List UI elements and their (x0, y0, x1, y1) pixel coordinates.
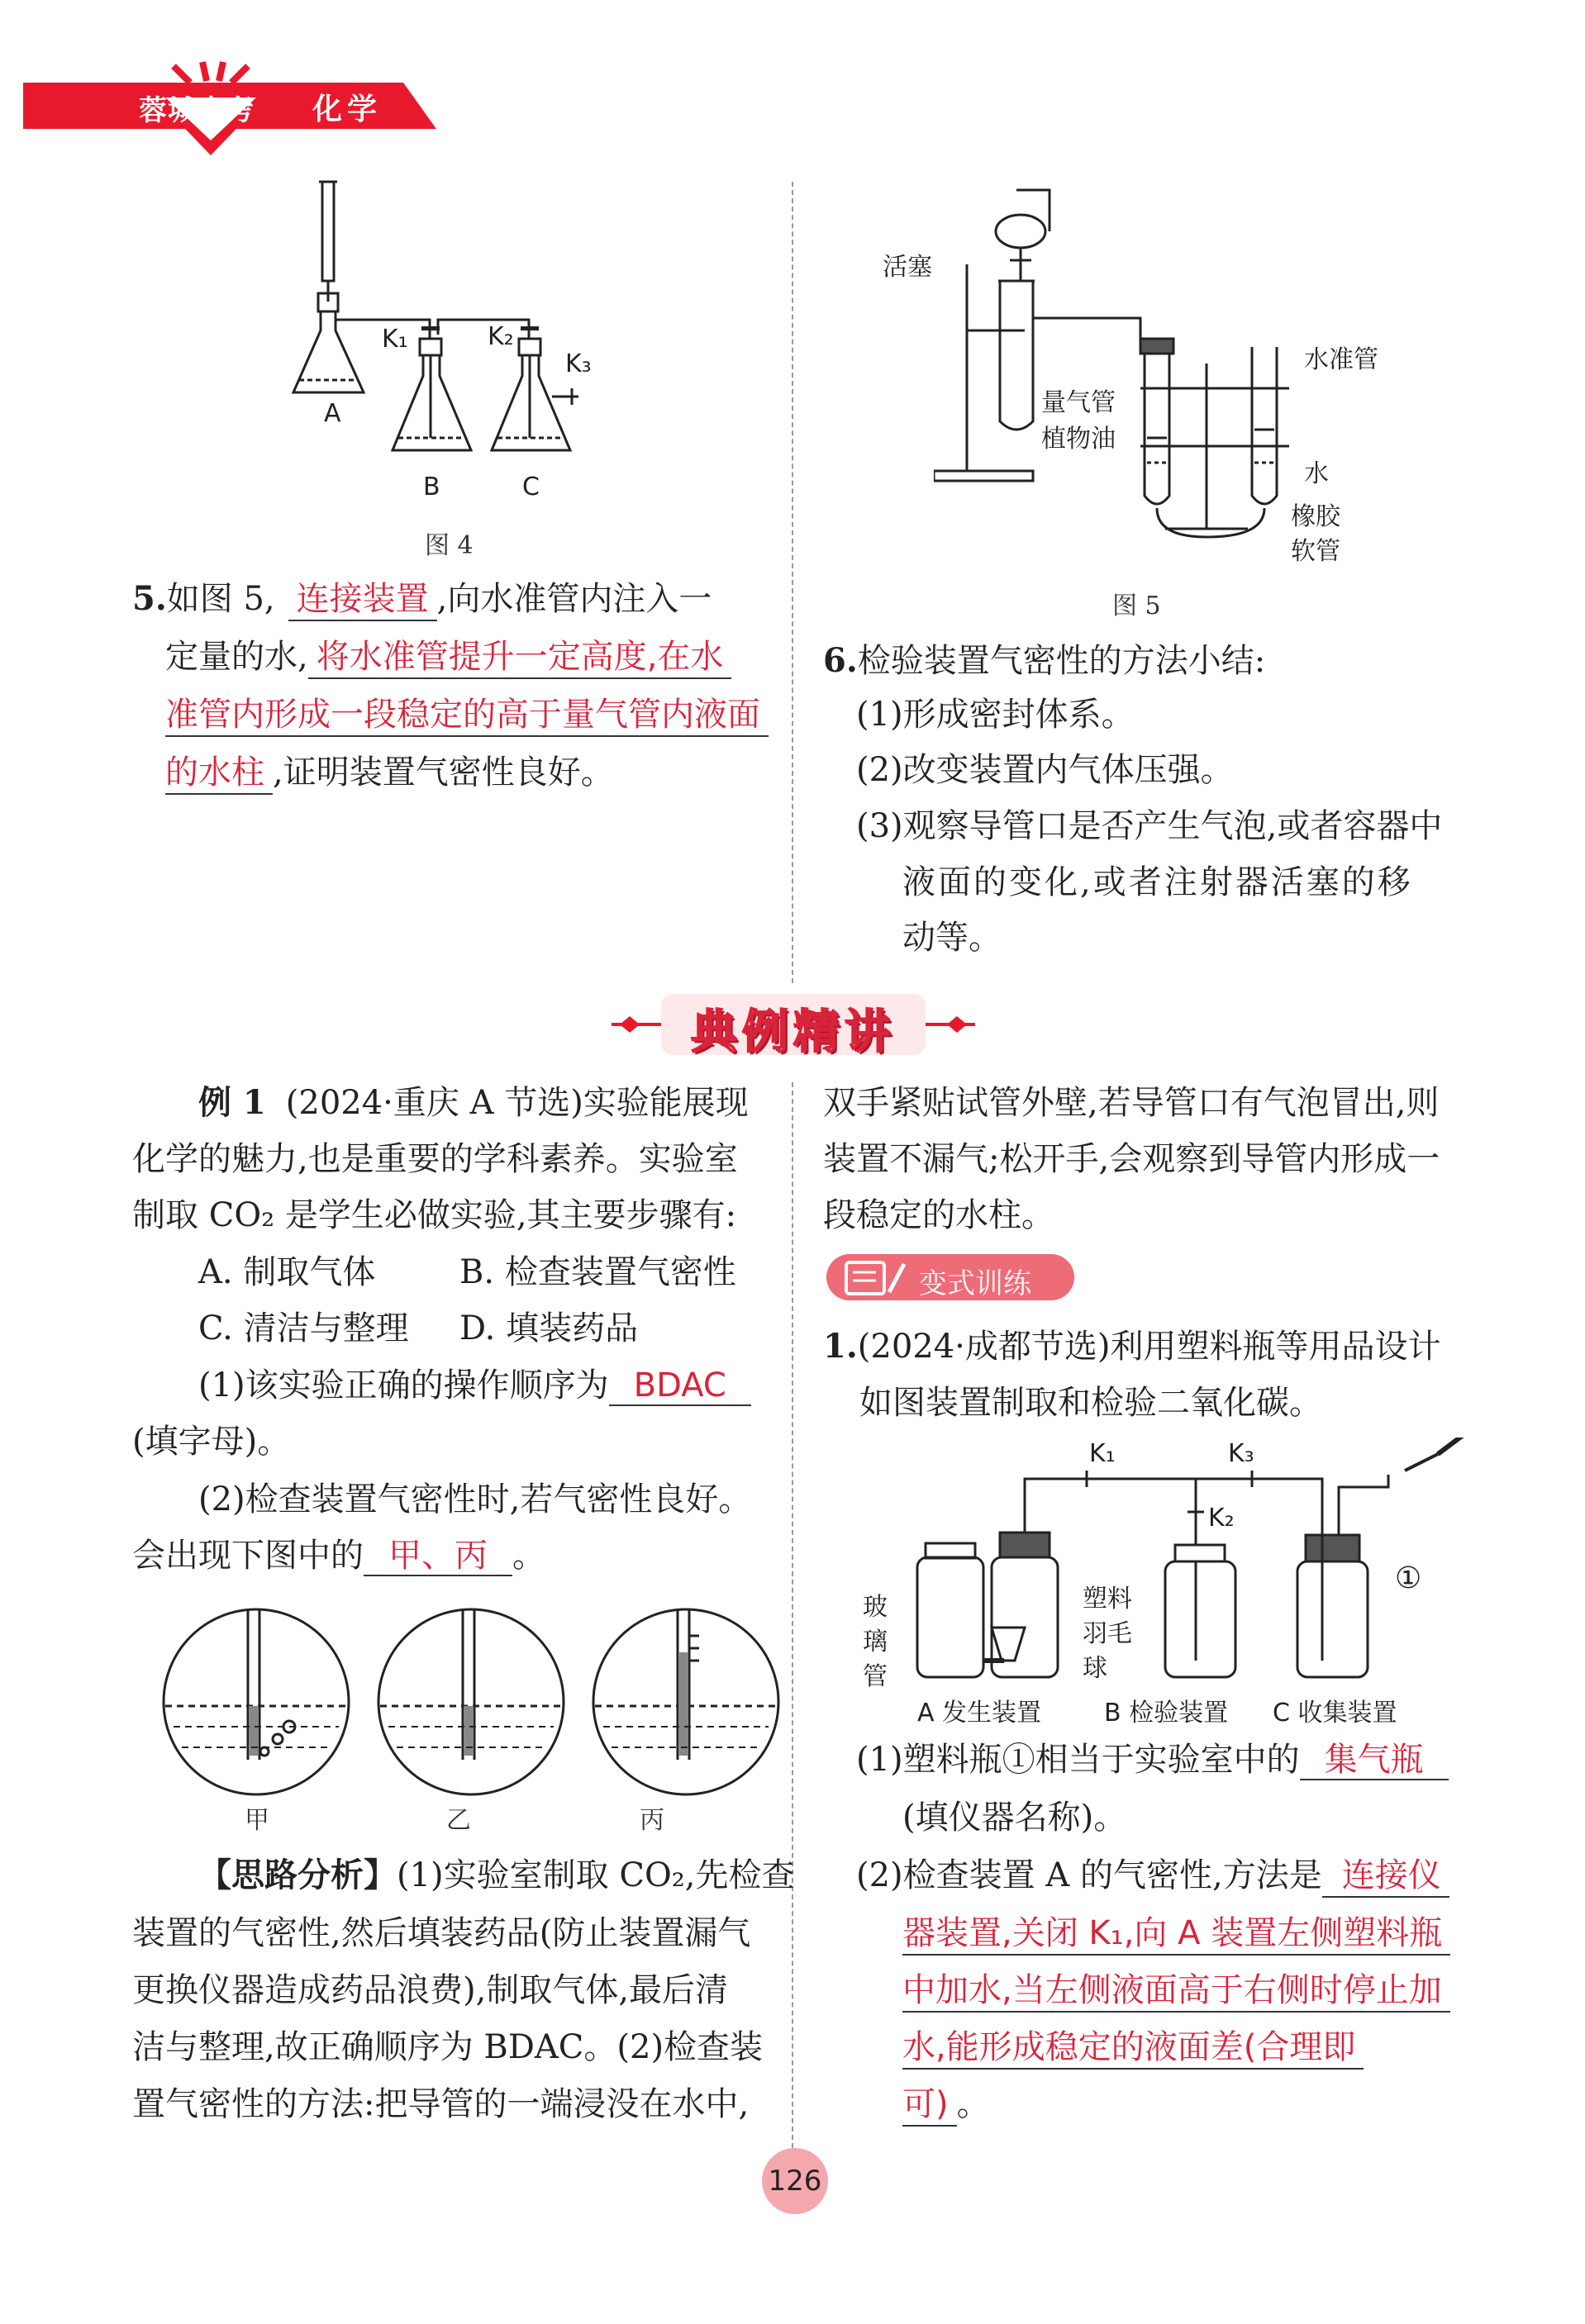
example1-answer-2: 甲、丙 (364, 1537, 512, 1576)
practice-fig-K3: K₃ (1228, 1439, 1254, 1468)
analysis-line1: 【思路分析】(1)实验室制取 CO₂,先检查 (198, 1856, 795, 1894)
practice-fig-boli3: 管 (863, 1662, 888, 1691)
fig5-label-shui: 水 (1304, 459, 1329, 488)
practice-answer-2b: 器装置,关闭 K₁,向 A 装置左侧塑料瓶 (902, 1914, 1450, 1956)
practice-sub2-line1: (2)检查装置 A 的气密性,方法是 连接仪 (856, 1846, 1449, 1904)
q6-point-3-line2: 液面的变化,或者注射器活塞的移 (902, 863, 1413, 901)
practice-line1: 1.(2024·成都节选)利用塑料瓶等用品设计 (823, 1327, 1441, 1366)
fig5-label-xiangjiao: 橡胶 (1291, 502, 1340, 531)
book-pen-icon (843, 1259, 909, 1297)
fig4-caption: 图 4 (425, 531, 474, 560)
q6-point-1: (1)形成密封体系。 (856, 696, 1135, 734)
example1-circle-diagrams (157, 1603, 785, 1809)
practice-answer-2d: 水,能形成稳定的液面差(合理即 (902, 2028, 1364, 2070)
fig5-label-shuizhunguan: 水准管 (1304, 345, 1378, 374)
fig4-label-B: B (423, 473, 440, 501)
fig5-caption: 图 5 (1112, 592, 1161, 620)
practice-fig-K2: K₂ (1208, 1504, 1235, 1533)
figure-5-apparatus (934, 182, 1347, 554)
q6-point-3-line1: (3)观察导管口是否产生气泡,或者容器中 (856, 807, 1443, 845)
q6-title: 6.检验装置气密性的方法小结: (823, 641, 1266, 680)
fig4-label-K1: K₁ (382, 325, 408, 354)
analysis-line5: 置气密性的方法:把导管的一端浸没在水中, (132, 2085, 750, 2123)
q5-answer-4: 的水柱 (165, 753, 273, 795)
circle-label-yi: 乙 (446, 1806, 471, 1835)
example1-line3: 制取 CO₂ 是学生必做实验,其主要步骤有: (132, 1196, 737, 1234)
example1-option-C: C. 清洁与整理 (198, 1309, 409, 1347)
subject-label: 化学 (312, 93, 383, 126)
practice-fig-circle1: ① (1395, 1561, 1422, 1595)
example1-option-A: A. 制取气体 (198, 1253, 376, 1291)
brand-name: 蓉城中考 (139, 94, 255, 127)
circle-label-bing: 丙 (640, 1806, 664, 1835)
example1-option-B: B. 检查装置气密性 (459, 1253, 736, 1291)
q6-point-3-line3: 动等。 (902, 919, 1002, 957)
analysis-right-line1: 双手紧贴试管外壁,若导管口有气泡冒出,则 (823, 1084, 1440, 1122)
example1-option-D: D. 填装药品 (459, 1309, 639, 1347)
column-divider (792, 182, 793, 983)
example1-sub2-line2: 会出现下图中的 甲、丙 。 (132, 1537, 545, 1575)
practice-sub2-line4 (902, 2018, 1364, 2076)
q5-answer-3: 准管内形成一段稳定的高于量气管内液面 (165, 696, 769, 737)
example1-answer-1: BDAC (609, 1366, 751, 1406)
page-number: 126 (762, 2148, 828, 2214)
practice-sub2-line2 (902, 1904, 1450, 1962)
analysis-right-line2: 装置不漏气;松开手,会观察到导管内形成一 (823, 1140, 1440, 1178)
practice-fig-capC: C 收集装置 (1273, 1699, 1397, 1728)
fig4-label-A: A (324, 399, 341, 428)
practice-sub2-line5: 可) 。 (902, 2075, 990, 2133)
fig5-label-liangqiguan: 量气管 (1041, 388, 1116, 417)
q6-number: 6. (823, 641, 858, 680)
analysis-right-line3: 段稳定的水柱。 (823, 1196, 1054, 1234)
q5-line4: 的水柱 ,证明装置气密性良好。 (165, 744, 614, 801)
practice-fig-suliao3: 球 (1083, 1654, 1107, 1683)
practice-answer-2c: 中加水,当左侧液面高于右侧时停止加 (902, 1971, 1450, 2013)
practice-fig-boli2: 璃 (863, 1628, 888, 1656)
column-divider-lower (792, 1082, 793, 2148)
q6-point-2: (2)改变装置内气体压强。 (856, 751, 1234, 789)
analysis-heading: 【思路分析】 (198, 1856, 397, 1894)
practice-fig-suliao2: 羽毛 (1083, 1619, 1132, 1648)
fig4-label-C: C (522, 473, 540, 501)
practice-fig-suliao1: 塑料 (1083, 1585, 1132, 1613)
fig4-label-K2: K₂ (488, 322, 514, 351)
practice-sub1: (1)塑料瓶①相当于实验室中的 集气瓶 (856, 1731, 1449, 1789)
practice-sub2-line3 (902, 1961, 1450, 2019)
practice-number: 1. (823, 1327, 858, 1366)
practice-fig-capA: A 发生装置 (917, 1699, 1042, 1728)
example1-sub1: (1)该实验正确的操作顺序为 BDAC (198, 1357, 751, 1414)
example1-line1: 例 1 (2024·重庆 A 节选)实验能展现 (198, 1083, 749, 1122)
fig5-label-zhiwuyou: 植物油 (1041, 425, 1116, 454)
practice-answer-2e: 可) (902, 2085, 957, 2127)
example1-sub1-tail: (填字母)。 (132, 1423, 291, 1461)
fig5-label-ruanguan: 软管 (1291, 537, 1340, 566)
practice-line2: 如图装置制取和检验二氧化碳。 (859, 1384, 1322, 1422)
fig4-label-K3: K₃ (565, 349, 592, 378)
example1-label: 例 1 (198, 1083, 266, 1122)
circle-label-jia: 甲 (245, 1806, 269, 1835)
practice-tag-label: 变式训练 (919, 1267, 1031, 1300)
fig5-label-huosai: 活塞 (883, 253, 932, 282)
q5-answer-2: 将水准管提升一定高度,在水 (308, 638, 732, 679)
example1-sub2-line1: (2)检查装置气密性时,若气密性良好。 (198, 1480, 752, 1518)
practice-answer-2a: 连接仪 (1322, 1856, 1449, 1898)
q5-answer-1: 连接装置 (288, 580, 437, 621)
practice-fig-capB: B 检验装置 (1104, 1699, 1229, 1728)
q5-line1: 5.如图 5, 连接装置 ,向水准管内注入一 (132, 570, 712, 628)
q5-line2: 定量的水, 将水准管提升一定高度,在水 (165, 628, 731, 686)
example1-line2: 化学的魅力,也是重要的学科素养。实验室 (132, 1140, 738, 1178)
analysis-line2: 装置的气密性,然后填装药品(防止装置漏气 (132, 1914, 751, 1952)
practice-answer-1: 集气瓶 (1300, 1741, 1449, 1780)
practice-fig-boli1: 玻 (863, 1593, 888, 1622)
q5-number: 5. (132, 579, 167, 618)
practice-fig-K1: K₁ (1089, 1439, 1116, 1468)
analysis-line4: 洁与整理,故正确顺序为 BDAC。(2)检查装 (132, 2028, 764, 2066)
q5-line3 (165, 686, 769, 744)
analysis-line3: 更换仪器造成药品浪费),制取气体,最后清 (132, 1971, 729, 2009)
section-title: 典例精讲 (691, 1005, 896, 1059)
practice-sub1-tail: (填仪器名称)。 (902, 1799, 1127, 1837)
figure-4-apparatus (289, 178, 636, 500)
